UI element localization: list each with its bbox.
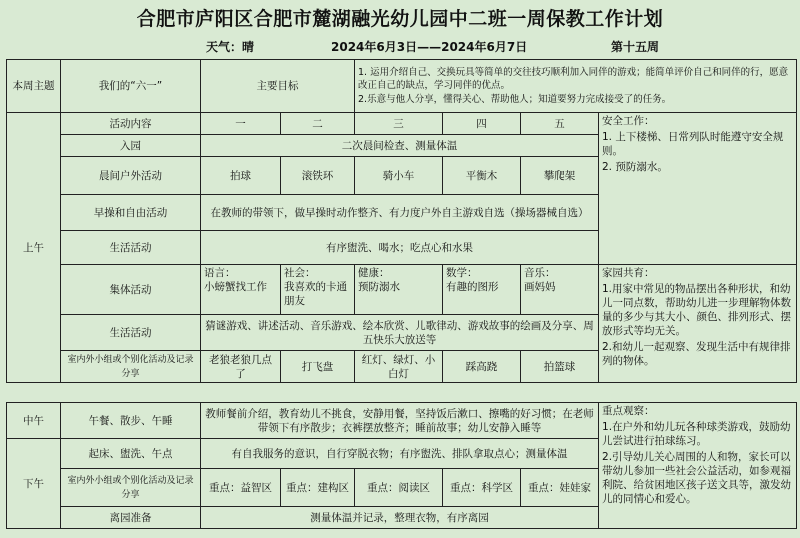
group-topic: 我喜欢的卡通朋友: [284, 281, 347, 307]
indoor-pm-item: 重点：阅读区: [355, 469, 443, 507]
family-title: 家园共育：: [602, 267, 655, 279]
period-morning: 上午: [7, 113, 61, 383]
indoor-pm-item: 重点：科学区: [443, 469, 521, 507]
safety-section: [599, 113, 797, 265]
life2-content: 猜谜游戏、讲述活动、音乐游戏、绘本欣赏、儿歌律动、游戏故事的绘画及分享、周五快乐大放送等: [201, 315, 599, 351]
indoor-am-item: 老狼老狼几点了: [201, 351, 281, 383]
group-item: [355, 265, 443, 315]
weather-label: 天气：晴: [206, 40, 255, 54]
wake-label: 起床、盥洗、午点: [61, 439, 201, 469]
day-3: 三: [355, 113, 443, 135]
day-2: 二: [281, 113, 355, 135]
group-item: [201, 265, 281, 315]
goal-item: 1. 运用介绍自己、交换玩具等简单的交往技巧顺利加入同伴的游戏；能简单评价自己和同伴的行，愿意改正自己的缺点，学习同伴的优点。: [358, 67, 789, 91]
focus-title: 重点观察：: [602, 405, 655, 417]
outdoor-item: 攀爬架: [521, 157, 599, 195]
day-4: 四: [443, 113, 521, 135]
safety-title: 安全工作：: [602, 115, 655, 127]
noon-content: 教师餐前介绍，教育幼儿不挑食，安静用餐，坚持饭后漱口、擦嘴的好习惯；在老师带领下有序散步；衣裤摆放整齐；睡前故事；幼儿安静入睡等: [201, 403, 599, 439]
indoor-pm-label: 室内外小组或个别化活动及记录分享: [61, 469, 201, 507]
group-item: [443, 265, 521, 315]
life1-label: 生活活动: [61, 231, 201, 265]
family-item: 2.和幼儿一起观察、发现生活中有规律排列的物体。: [602, 341, 791, 367]
group-subject: 数学：: [446, 267, 478, 279]
outdoor-item: 骑小车: [355, 157, 443, 195]
noon-label: 午餐、散步、午睡: [61, 403, 201, 439]
indoor-am-item: 打飞盘: [281, 351, 355, 383]
outdoor-item: 滚铁环: [281, 157, 355, 195]
group-topic: 画妈妈: [524, 281, 556, 293]
group-topic: 有趣的图形: [446, 281, 499, 293]
group-subject: 社会：: [284, 267, 316, 279]
focus-section: [599, 403, 797, 529]
safety-item: 2. 预防溺水。: [602, 161, 668, 173]
group-subject: 音乐：: [524, 267, 556, 279]
arrival-label: 入园: [61, 135, 201, 157]
page-title: 合肥市庐阳区合肥市麓湖融光幼儿园中二班一周保教工作计划: [136, 8, 664, 30]
day-5: 五: [521, 113, 599, 135]
focus-item: 1.在户外和幼儿玩各种球类游戏，鼓励幼儿尝试进行拍球练习。: [602, 421, 791, 447]
group-subject: 语言：: [204, 267, 236, 279]
leave-content: 测量体温并记录，整理衣物，有序离园: [201, 507, 599, 529]
group-topic: 预防溺水: [358, 281, 400, 293]
indoor-am-label: 室内外小组或个别化活动及记录分享: [61, 351, 201, 383]
focus-item: 2.引导幼儿关心周围的人和物，家长可以带幼儿参加一些社会公益活动，如参观福利院、给贫困地区孩子送文具等，激发幼儿的同情心和爱心。: [602, 451, 792, 505]
family-item: 1.用家中常见的物品摆出各种形状，和幼儿一同点数，帮助幼儿进一步理解物体数量的多少与其大小、颜色、排列形式、摆放形式等均无关。: [602, 283, 791, 337]
plan-table: [6, 59, 797, 383]
group-item: [281, 265, 355, 315]
date-range: 2024年6月3日——2024年6月7日: [331, 40, 528, 54]
free-content: 在教师的带领下，做早操时动作整齐、有力度户外自主游戏自选（操场器械自选）: [201, 195, 599, 231]
outdoor-item: 拍球: [201, 157, 281, 195]
activity-header: 活动内容: [61, 113, 201, 135]
free-label: 早操和自由活动: [61, 195, 201, 231]
outdoor-label: 晨间户外活动: [61, 157, 201, 195]
period-afternoon: 下午: [7, 439, 61, 529]
goal-label: 主要目标: [201, 60, 355, 113]
day-1: 一: [201, 113, 281, 135]
week-label: 第十五周: [611, 40, 660, 54]
group-subject: 健康：: [358, 267, 390, 279]
indoor-am-item: 红灯、绿灯、小白灯: [355, 351, 443, 383]
goal-list: [355, 60, 797, 113]
indoor-am-item: 拍篮球: [521, 351, 599, 383]
theme-label: 本周主题: [7, 60, 61, 113]
plan-table-lower: [6, 402, 797, 529]
safety-item: 1. 上下楼梯、日常列队时能遵守安全规则。: [602, 131, 784, 157]
leave-label: 离园准备: [61, 507, 201, 529]
indoor-pm-item: 重点：娃娃家: [521, 469, 599, 507]
wake-content: 有自我服务的意识，自行穿脱衣物；有序盥洗、排队拿取点心；测量体温: [201, 439, 599, 469]
period-noon: 中午: [7, 403, 61, 439]
arrival-content: 二次晨间检查、测量体温: [201, 135, 599, 157]
group-label: 集体活动: [61, 265, 201, 315]
family-section: [599, 265, 797, 383]
goal-item: 2.乐意与他人分享，懂得关心、帮助他人；知道要努力完成接受了的任务。: [358, 94, 672, 105]
life2-label: 生活活动: [61, 315, 201, 351]
indoor-am-item: 踩高跷: [443, 351, 521, 383]
life1-content: 有序盥洗、喝水；吃点心和水果: [201, 231, 599, 265]
indoor-pm-item: 重点：益智区: [201, 469, 281, 507]
outdoor-item: 平衡木: [443, 157, 521, 195]
indoor-pm-item: 重点：建构区: [281, 469, 355, 507]
theme-value: 我们的“六一”: [61, 60, 201, 113]
group-item: [521, 265, 599, 315]
group-topic: 小螃蟹找工作: [204, 281, 267, 293]
